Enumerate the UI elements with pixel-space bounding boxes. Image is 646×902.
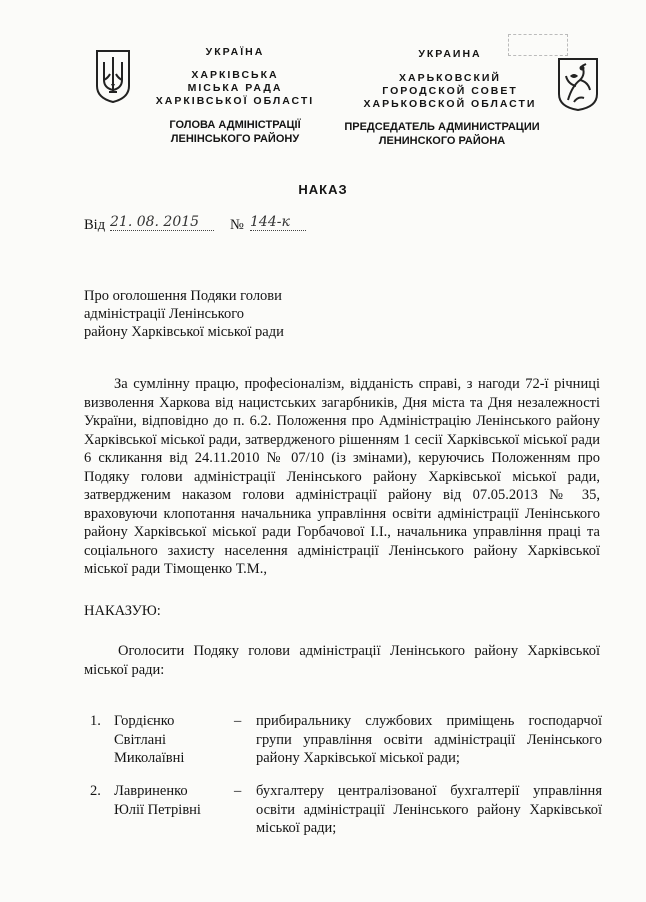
document-title: НАКАЗ bbox=[298, 182, 348, 197]
subject-line-3: району Харківської міської ради bbox=[84, 324, 284, 340]
item-number: 1. bbox=[90, 713, 101, 729]
header-left-office-1: ГОЛОВА АДМІНІСТРАЦІЇ bbox=[169, 119, 301, 131]
list-item bbox=[84, 782, 600, 842]
item-name bbox=[114, 712, 234, 768]
header-right-council-1: ХАРЬКОВСКИЙ bbox=[399, 72, 501, 84]
header-left-council-1: ХАРКІВСЬКА bbox=[191, 69, 279, 81]
item-name-line: Юлії Петрівні bbox=[114, 801, 201, 818]
city-arms-icon bbox=[556, 56, 600, 112]
item-name-line: Світлані bbox=[114, 731, 166, 748]
order-word: НАКАЗУЮ: bbox=[84, 603, 161, 619]
list-item bbox=[84, 712, 600, 772]
header-right-office-2: ЛЕНИНСКОГО РАЙОНА bbox=[378, 135, 506, 147]
item-name bbox=[114, 782, 234, 819]
subject-line-1: Про оголошення Подяки голови bbox=[84, 288, 282, 304]
header-right-country: УКРАИНА bbox=[418, 48, 482, 60]
header-left-council-2: МІСЬКА РАДА bbox=[187, 82, 283, 94]
item-name-line: Лавриненко bbox=[114, 783, 188, 799]
header-right-council-2: ГОРОДСКОЙ СОВЕТ bbox=[382, 85, 518, 97]
preamble-paragraph: За сумлінну працю, професіоналізм, відданість справі, з нагоди 72-ї річниці визволення Харкова від нацистських загарбників, Дня міста та Дня незалежності України, відповідно до п. 6.2. Положення про Адміністрацію Ленінського району Харківської міської ради, затвердженого рішенням 1 сесії Харківської міської ради 6 скликання від 24.11.2010 № 07/10 (із змінами), керуючись Положенням про Подяку голови адміністрації Ленінського району Харківської міської ради, затвердженим наказом голови адміністрації району від 07.05.2013 № 35, враховуючи клопотання начальника управління освіти адміністрації Ленінського району Харківської міської ради Горбачової І.І., начальника управління праці та соціального захисту населення адміністрації Ленінського району Харківської міської ради Тімощенко Т.М., bbox=[84, 376, 600, 577]
item-description: прибиральнику службових приміщень господарчої групи управління освіти адміністрації Ленінського району Харківської міської ради; bbox=[256, 713, 602, 766]
announce-paragraph: Оголосити Подяку голови адміністрації Ленінського району Харківської міської ради: bbox=[84, 643, 600, 678]
date-value: 21. 08. 2015 bbox=[110, 214, 214, 231]
date-prefix: Від bbox=[84, 217, 106, 233]
trident-emblem-icon bbox=[94, 48, 132, 104]
header-right-office-1: ПРЕДСЕДАТЕЛЬ АДМИНИСТРАЦИИ bbox=[344, 121, 540, 133]
item-name-line: Гордієнко bbox=[114, 713, 175, 729]
header-right-council-3: ХАРЬКОВСКОЙ ОБЛАСТИ bbox=[363, 98, 537, 110]
header-left-country: УКРАЇНА bbox=[205, 46, 265, 58]
number-value: 144-к bbox=[250, 214, 306, 231]
item-name-line: Миколаївні bbox=[114, 750, 185, 766]
header-left-council-3: ХАРКІВСЬКОЇ ОБЛАСТІ bbox=[155, 95, 315, 107]
number-prefix: № bbox=[230, 217, 244, 233]
item-dash: – bbox=[234, 713, 242, 729]
item-dash: – bbox=[234, 783, 242, 799]
item-description: бухгалтеру централізованої бухгалтерії управління освіти адміністрації Ленінського району Харківської міської ради; bbox=[256, 783, 602, 836]
subject-line-2: адміністрації Ленінського bbox=[84, 306, 245, 322]
header-left-office-2: ЛЕНІНСЬКОГО РАЙОНУ bbox=[170, 133, 300, 145]
item-number: 2. bbox=[90, 783, 101, 799]
